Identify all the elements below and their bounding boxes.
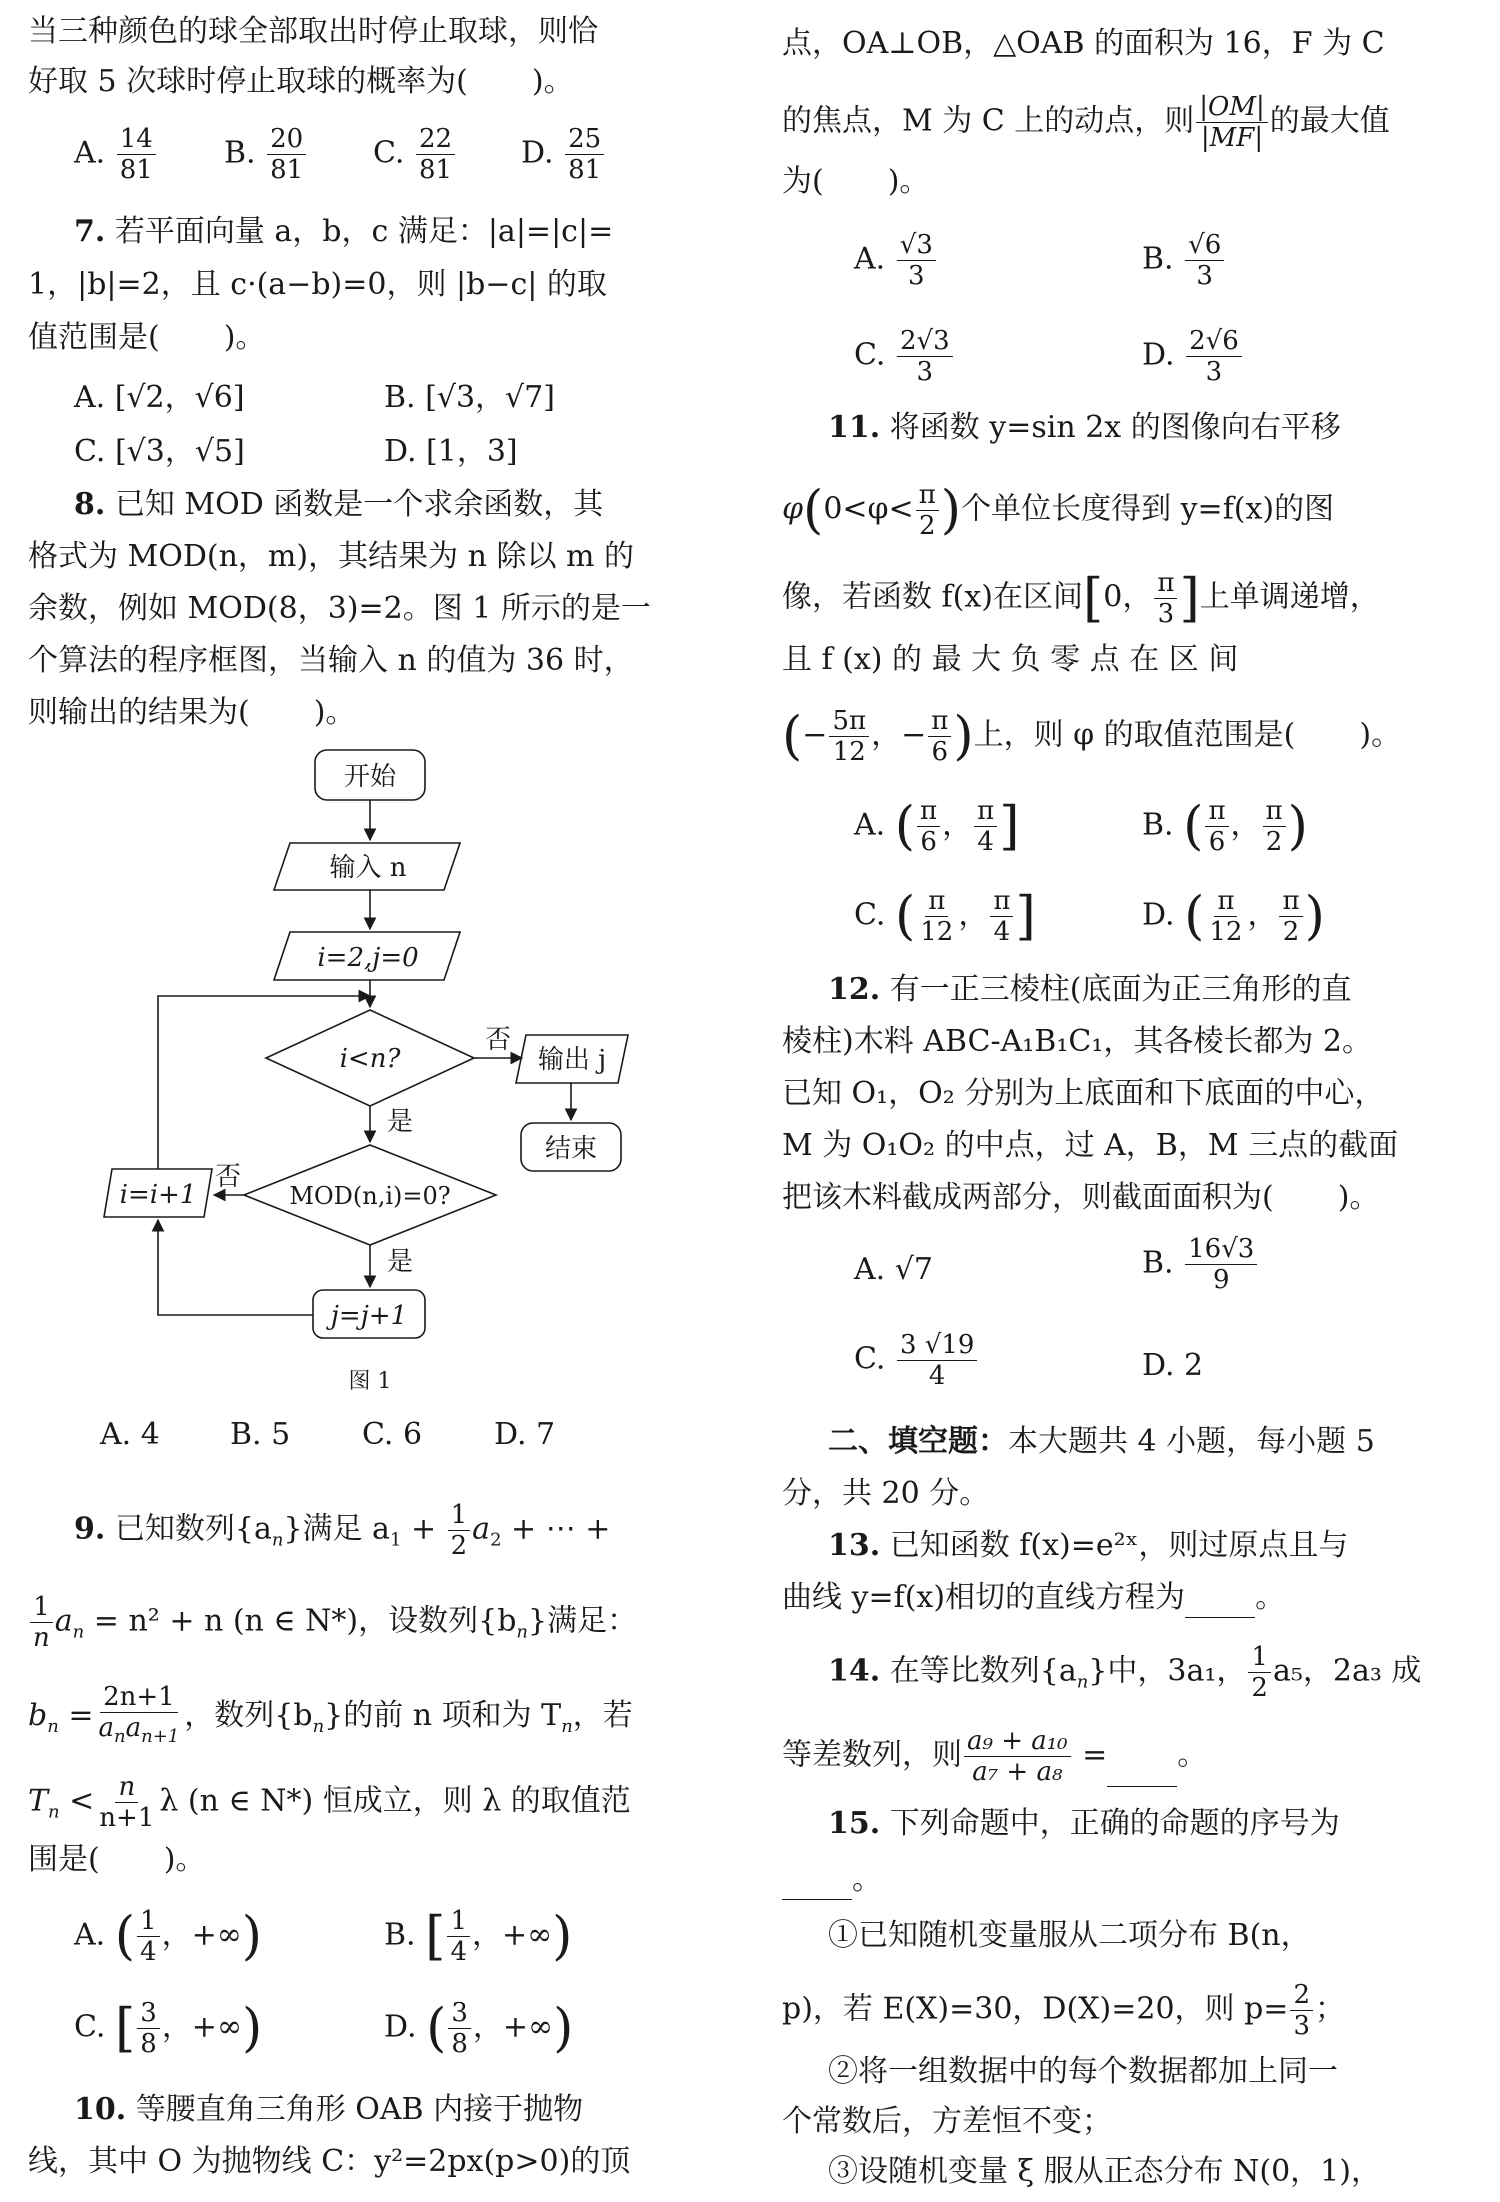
q6-line-1: 当三种颜色的球全部取出时停止取球，则恰 <box>28 14 598 49</box>
q9-line-3: $b_n$ = $\frac{2n+1}{a_na_{n+1}}$ ，数列$\{b_n\}$的前 n 项和为 $T_n$，若 <box>28 1682 633 1748</box>
q15-line-1: 15. 下列命题中，正确的命题的序号为 <box>828 1806 1340 1841</box>
q7-option-d: D. [1，3] <box>384 434 518 469</box>
flow-yes1-label: 是 <box>386 1107 414 1137</box>
q12-line-4: M 为 O₁O₂ 的中点，过 A，B，M 三点的截面 <box>782 1128 1399 1163</box>
q11-option-a: A. ( $\frac{\pi}{6}$ ， $\frac{\pi}{4}$ ] <box>854 796 1020 857</box>
q15-item-1-line-2: p)，若 E(X)=30，D(X)=20，则 p= $\frac{2}{3}$ ； <box>782 1980 1345 2041</box>
q10-line-2: 线，其中 O 为抛物线 C：y²=2px(p>0)的顶 <box>28 2144 631 2179</box>
flow-cond1-label: i<n? <box>339 1044 401 1074</box>
q10-line-5: 为( )。 <box>782 164 930 199</box>
q9-line-5: 围是( )。 <box>28 1842 206 1877</box>
q11-option-c: C. ( $\frac{\pi}{12}$ ， $\frac{\pi}{4}$ ] <box>854 886 1036 947</box>
q6-line-2: 好取 5 次球时停止取球的概率为( )。 <box>28 64 574 99</box>
q6-option-a: A. $\frac{14}{81}$ <box>74 124 158 185</box>
q11-option-b: B. ( $\frac{\pi}{6}$ ， $\frac{\pi}{2}$ ) <box>1142 796 1308 857</box>
q12-option-c: C. $\frac{3 √19}{4}$ <box>854 1330 979 1391</box>
q7-line-3: 值范围是( )。 <box>28 320 266 355</box>
q11-line-2: φ(0<φ< $\frac{\pi}{2}$ )个单位长度得到 y=f(x)的图 <box>782 480 1335 541</box>
q10-line-4: 的焦点，M 为 C 上的动点，则 $\frac{|OM|}{|MF|}$ 的最大值 <box>782 92 1390 153</box>
q10-option-d: D. $\frac{2√6}{3}$ <box>1142 326 1244 387</box>
q11-option-d: D. ( $\frac{\pi}{12}$ ， $\frac{\pi}{2}$ ) <box>1142 886 1325 947</box>
q9-option-b: B. [ $\frac{1}{4}$ ，+∞) <box>384 1906 573 1967</box>
q12-option-a: A. √7 <box>854 1252 933 1287</box>
q8-line-3: 余数，例如 MOD(8，3)=2。图 1 所示的是一 <box>28 591 651 626</box>
q11-line-4: 且 f (x) 的 最 大 负 零 点 在 区 间 <box>782 642 1239 677</box>
q15-item-2-line-1: ②将一组数据中的每个数据都加上同一 <box>828 2054 1338 2089</box>
q10-line-1: 10. 等腰直角三角形 OAB 内接于抛物 <box>74 2092 584 2127</box>
flow-cond2-label: MOD(n,i)=0? <box>289 1182 451 1210</box>
q15-item-1-line-1: ①已知随机变量服从二项分布 B(n， <box>828 1918 1311 1953</box>
q6-option-d: D. $\frac{25}{81}$ <box>521 124 606 185</box>
q14-line-1: 14. 在等比数列$\{a_n\}$中，3a₁， $\frac{1}{2}$ a₅，2a₃ 成 <box>828 1642 1422 1703</box>
flow-no2-label: 否 <box>214 1162 242 1192</box>
q8-option-b: B. 5 <box>230 1417 291 1452</box>
q12-line-1: 12. 有一正三棱柱(底面为正三角形的直 <box>828 972 1352 1007</box>
q9-line-2: $\frac{1}{n}$ $a_n = n^2 + n$ (n ∈ N*)，设数列$\{b_n\}$满足： <box>28 1592 637 1653</box>
q15-item-3-line-1: ③设随机变量 ξ 服从正态分布 N(0，1)， <box>828 2154 1381 2189</box>
q10-option-c: C. $\frac{2√3}{3}$ <box>854 326 955 387</box>
q9-line-4: $T_n$ < $\frac{n}{n+1}$ λ (n ∈ N*) 恒成立，则 λ 的取值范 <box>28 1772 631 1833</box>
q7-line-2: 1，|b|=2，且 c·(a−b)=0，则 |b−c| 的取 <box>28 267 607 302</box>
flow-input-label: 输入 n <box>329 853 407 883</box>
q10-option-b: B. $\frac{√6}{3}$ <box>1142 230 1226 291</box>
q15-item-2-line-2: 个常数后，方差恒不变； <box>782 2104 1112 2139</box>
q13-line-2: 曲线 y=f(x)相切的直线方程为 。 <box>782 1578 1285 1618</box>
flow-start-label: 开始 <box>343 762 397 792</box>
flowchart <box>28 740 714 1400</box>
q8-line-1: 8. 已知 MOD 函数是一个求余函数，其 <box>74 487 604 522</box>
q7-option-a: A. [√2，√6] <box>74 380 245 415</box>
q7-option-c: C. [√3，√5] <box>74 434 245 469</box>
q15-line-2: 。 <box>782 1860 882 1900</box>
q13-line-1: 13. 已知函数 f(x)=e²ˣ，则过原点且与 <box>828 1528 1349 1563</box>
q12-option-d: D. 2 <box>1142 1348 1204 1383</box>
flow-output-label: 输出 j <box>537 1045 607 1075</box>
flow-no1-label: 否 <box>484 1025 512 1055</box>
q8-line-4: 个算法的程序框图，当输入 n 的值为 36 时， <box>28 643 634 678</box>
q7-line-1: 7. 若平面向量 a，b，c 满足：|a|=|c|= <box>74 214 614 249</box>
q9-option-d: D. ( $\frac{3}{8}$ ，+∞) <box>384 1998 574 2059</box>
q12-line-3: 已知 O₁，O₂ 分别为上底面和下底面的中心， <box>782 1076 1385 1111</box>
q14-line-2: 等差数列，则 $\frac{\text{a₉ + a₁₀}}{\text{a₇ + a₈}}$ = 。 <box>782 1726 1208 1787</box>
flow-yes2-label: 是 <box>386 1247 414 1277</box>
q10-line-3: 点，OA⊥OB，△OAB 的面积为 16，F 为 C <box>782 26 1385 61</box>
q9-option-a: A. ( $\frac{1}{4}$ ，+∞) <box>74 1906 263 1967</box>
q9-line-1: 9. 已知数列$\{a_n\}$满足 $a_1$ + $\frac{1}{2}$ $a_2$ + ⋯ + <box>74 1500 611 1561</box>
flow-incr-j-label: j=j+1 <box>330 1301 408 1331</box>
flow-init-label: i=2,j=0 <box>317 943 419 973</box>
q8-option-d: D. 7 <box>494 1417 556 1452</box>
q8-option-c: C. 6 <box>362 1417 423 1452</box>
q8-line-2: 格式为 MOD(n，m)，其结果为 n 除以 m 的 <box>28 539 634 574</box>
q6-option-c: C. $\frac{22}{81}$ <box>373 124 457 185</box>
q8-line-5: 则输出的结果为( )。 <box>28 695 356 730</box>
q12-option-b: B. $\frac{16√3}{9}$ <box>1142 1234 1259 1295</box>
section-2-heading: 二、填空题：本大题共 4 小题，每小题 5 <box>828 1424 1375 1459</box>
q11-line-3: 像，若函数 f(x)在区间[0， $\frac{\pi}{3}$ ]上单调递增， <box>782 568 1380 629</box>
q9-option-c: C. [ $\frac{3}{8}$ ，+∞) <box>74 1998 263 2059</box>
q6-option-b: B. $\frac{20}{81}$ <box>224 124 308 185</box>
flow-end-label: 结束 <box>544 1134 598 1164</box>
q7-option-b: B. [√3，√7] <box>384 380 555 415</box>
q10-option-a: A. $\frac{√3}{3}$ <box>854 230 938 291</box>
q11-line-5: (− $\frac{5\pi}{12}$ ，− $\frac{\pi}{6}$ )上，则 φ 的取值范围是( )。 <box>782 706 1402 767</box>
q8-option-a: A. 4 <box>100 1417 160 1452</box>
section-2-line-2: 分，共 20 分。 <box>782 1476 990 1511</box>
flow-incr-i-label: i=i+1 <box>119 1180 197 1210</box>
flow-caption: 图 1 <box>348 1369 392 1394</box>
q12-line-5: 把该木料截成两部分，则截面面积为( )。 <box>782 1180 1380 1215</box>
q11-line-1: 11. 将函数 y=sin 2x 的图像向右平移 <box>828 410 1341 445</box>
q12-line-2: 棱柱)木料 ABC-A₁B₁C₁，其各棱长都为 2。 <box>782 1024 1372 1059</box>
